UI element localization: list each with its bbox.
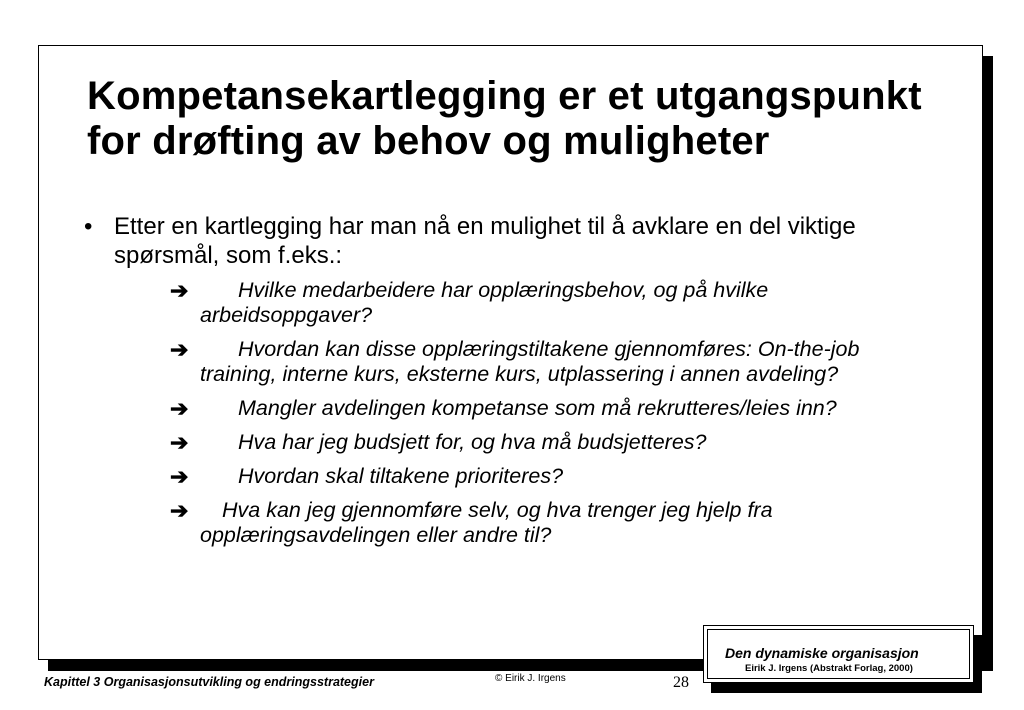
main-bullet [84, 212, 954, 270]
arrow-right-icon: ➔ [170, 498, 189, 523]
sub-bullet-text: Hva kan jeg gjennomføre selv, og hva trenger jeg hjelp fra opplæringsavdelingen eller andre til? [200, 498, 773, 547]
sub-bullet-text: Hvordan skal tiltakene prioriteres? [238, 464, 564, 488]
book-title: Den dynamiske organisasjon [725, 645, 919, 661]
sub-bullet-text: Mangler avdelingen kompetanse som må rekrutteres/leies inn? [238, 396, 837, 420]
sub-bullet-item [170, 396, 940, 421]
main-bullet-text: Etter en kartlegging har man nå en mulighet til å avklare en del viktige spørsmål, som f.eks.: [114, 213, 856, 269]
sub-bullet-item [170, 430, 940, 455]
sub-bullet-item [170, 278, 940, 328]
arrow-right-icon: ➔ [170, 396, 189, 421]
footer-copyright: © Eirik J. Irgens [495, 673, 566, 684]
sub-bullet-list [84, 278, 954, 548]
arrow-right-icon: ➔ [170, 430, 189, 455]
slide-body [84, 212, 954, 557]
page-number: 28 [673, 674, 689, 691]
sub-bullet-item [170, 464, 940, 489]
sub-bullet-item [170, 498, 940, 548]
sub-bullet-item [170, 337, 940, 387]
arrow-right-icon: ➔ [170, 278, 189, 303]
sub-bullet-text: Hva har jeg budsjett for, og hva må budsjetteres? [238, 430, 707, 454]
footer-chapter: Kapittel 3 Organisasjonsutvikling og endringsstrategier [44, 675, 374, 689]
sub-bullet-text: Hvordan kan disse opplæringstiltakene gjennomføres: On-the-job training, interne kurs, eksterne kurs, utplassering i annen avdeling? [200, 337, 860, 386]
arrow-right-icon: ➔ [170, 464, 189, 489]
slide-title: Kompetansekartlegging er et utgangspunkt for drøfting av behov og muligheter [87, 74, 922, 163]
book-author: Eirik J. Irgens (Abstrakt Forlag, 2000) [745, 663, 913, 674]
sub-bullet-text: Hvilke medarbeidere har opplæringsbehov, og på hvilke arbeidsoppgaver? [200, 278, 769, 327]
bullet-dot-icon: • [84, 213, 93, 240]
arrow-right-icon: ➔ [170, 337, 189, 362]
